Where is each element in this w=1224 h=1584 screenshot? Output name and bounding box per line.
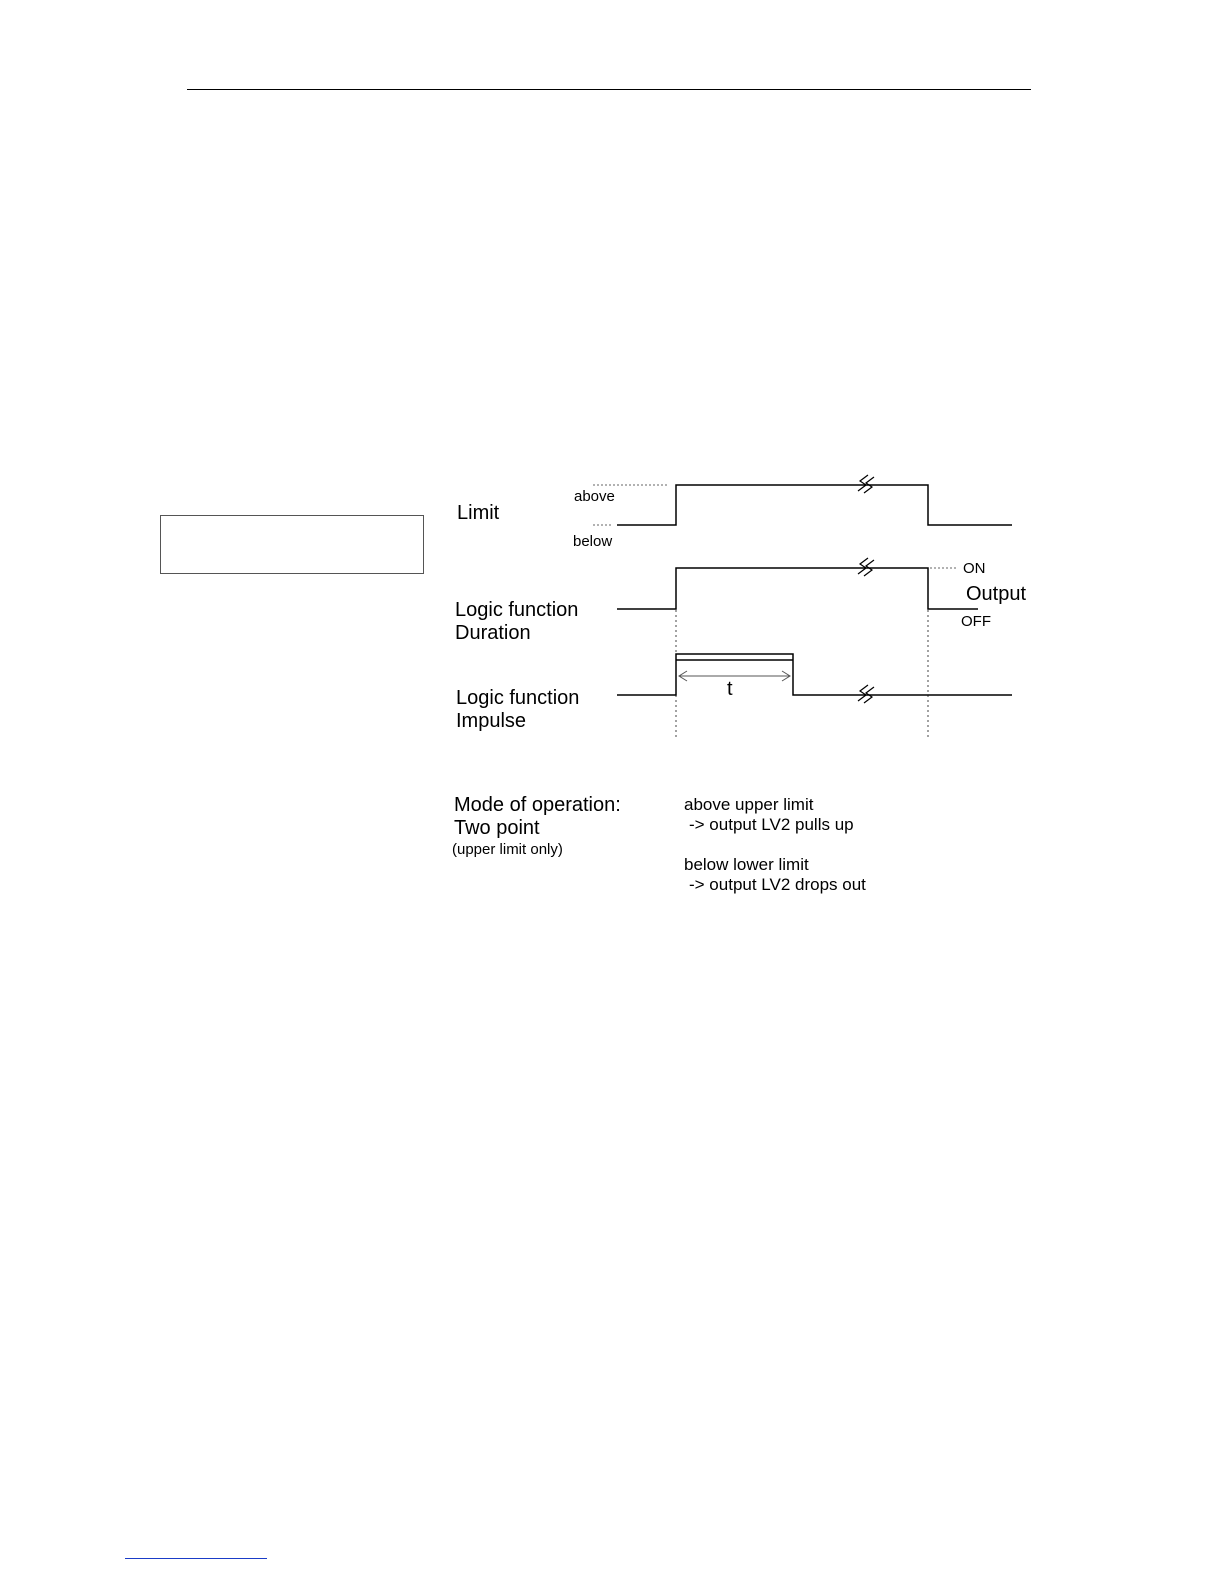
output-on-label: ON — [963, 560, 986, 577]
mode-label-line2: Two point — [454, 817, 540, 839]
output-label: Output — [966, 583, 1027, 605]
break-symbol-icon — [858, 685, 874, 703]
impulse-time-label: t — [727, 678, 733, 700]
limit-label: Limit — [457, 502, 500, 524]
above-label: above — [574, 488, 615, 505]
duration-label-line2: Duration — [455, 622, 531, 644]
break-symbol-icon — [858, 558, 874, 576]
duration-label-line1: Logic function — [455, 599, 579, 621]
mode-note: below lower limit — [684, 855, 809, 874]
output-off-label: OFF — [961, 613, 991, 630]
footer-link-underline[interactable] — [125, 1558, 267, 1559]
mode-note: above upper limit — [684, 795, 814, 814]
mode-label-line1: Mode of operation: — [454, 794, 621, 816]
mode-label-line3: (upper limit only) — [452, 841, 563, 858]
below-label: below — [573, 533, 613, 550]
duration-waveform — [617, 568, 978, 609]
impulse-label-line1: Logic function — [456, 687, 580, 709]
mode-note: -> output LV2 pulls up — [689, 815, 854, 834]
break-symbol-icon — [858, 475, 874, 493]
impulse-label-line2: Impulse — [456, 710, 527, 732]
limit-waveform — [617, 485, 1012, 525]
mode-note: -> output LV2 drops out — [689, 875, 866, 894]
